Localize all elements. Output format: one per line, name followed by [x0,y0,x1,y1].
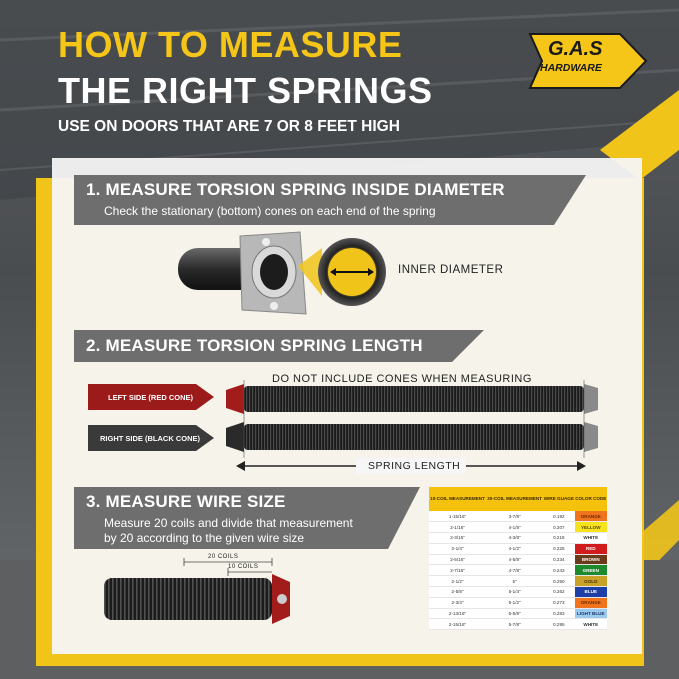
logo-line-1: G.A.S [548,38,603,60]
table-cell: 2-13/16" [429,608,486,619]
table-header-row [429,487,607,511]
twenty-coils-label: 20 COILS [208,554,239,560]
torsion-cone-illustration [170,228,400,320]
header-20-coil: 20-COIL MEASUREMENT [486,487,543,511]
table-cell: 0.243 [543,565,574,576]
color-code-cell: ORANGE [575,511,607,522]
table-cell: 5" [486,576,543,587]
header-color-code: COLOR CODE [575,487,607,511]
step1-title: 1. MEASURE TORSION SPRING INSIDE DIAMETER [86,180,505,199]
table-row [429,565,607,576]
table-row [429,543,607,554]
no-cones-note: DO NOT INCLUDE CONES WHEN MEASURING [272,373,532,385]
table-cell: 3-7/8" [486,511,543,522]
title-line-1: HOW TO MEASURE [58,24,403,65]
table-cell: 2-5/8" [429,587,486,598]
table-cell: 2-1/2" [429,576,486,587]
table-cell: 0.218 [543,533,574,544]
springs-illustration [222,380,602,460]
table-cell: 0.295 [543,619,574,630]
wire-size-spring-illustration [100,552,300,632]
color-code-cell: WHITE [575,619,607,630]
color-code-cell: LIGHT BLUE [575,608,607,619]
step2-title: 2. MEASURE TORSION SPRING LENGTH [86,336,423,355]
color-code-cell: WHITE [575,533,607,544]
table-cell: 0.283 [543,608,574,619]
table-cell: 0.192 [543,511,574,522]
header-wire-gauge: WIRE GUAGE [543,487,574,511]
table-cell: 2-5/16" [429,554,486,565]
table-row [429,587,607,598]
table-cell: 4-1/8" [486,522,543,533]
logo-line-2: HARDWARE [540,62,602,74]
table-cell: 2-15/16" [429,619,486,630]
step3-subtitle-line-1: Measure 20 coils and divide that measurement [104,516,353,530]
ten-coils-label: 10 COILS [228,564,259,570]
color-code-cell: BROWN [575,554,607,565]
table-cell: 4-5/8" [486,554,543,565]
table-cell: 5-1/4" [486,587,543,598]
table-row [429,597,607,608]
table-cell: 4-7/8" [486,565,543,576]
table-row [429,533,607,544]
table-row [429,554,607,565]
table-cell: 2-3/16" [429,533,486,544]
table-cell: 2-3/4" [429,597,486,608]
left-side-label: LEFT SIDE (RED CONE) [108,392,194,402]
table-row [429,619,607,630]
table-cell: 2-1/16" [429,522,486,533]
color-code-cell: ORANGE [575,597,607,608]
table-cell: 5-7/8" [486,619,543,630]
step1-subtitle: Check the stationary (bottom) cones on each end of the spring [104,204,436,218]
step3-subtitle-line-2: by 20 according to the given wire size [104,531,305,545]
color-code-cell: BLUE [575,587,607,598]
table-cell: 1-15/16" [429,511,486,522]
table-cell: 2-7/16" [429,565,486,576]
table-cell: 0.225 [543,543,574,554]
color-code-cell: RED [575,543,607,554]
table-cell: 0.234 [543,554,574,565]
table-cell: 5-5/8" [486,608,543,619]
header-10-coil: 10-COIL MEASUREMENT [429,487,486,511]
table-row [429,608,607,619]
subtitle: USE ON DOORS THAT ARE 7 OR 8 FEET HIGH [58,118,400,135]
table-body [429,511,607,630]
table-cell: 0.207 [543,522,574,533]
title-line-2: THE RIGHT SPRINGS [58,70,433,111]
table-cell: 0.250 [543,576,574,587]
table-row [429,576,607,587]
color-code-cell: GOLD [575,576,607,587]
step3-title: 3. MEASURE WIRE SIZE [86,492,286,511]
wire-size-table [429,487,607,630]
table-cell: 4-1/2" [486,543,543,554]
table-cell: 0.273 [543,597,574,608]
table-cell: 2-1/4" [429,543,486,554]
table-cell: 5-1/2" [486,597,543,608]
inner-diameter-label: INNER DIAMETER [398,264,504,276]
right-side-label: RIGHT SIDE (BLACK CONE) [100,433,200,443]
spring-length-label: SPRING LENGTH [368,460,461,472]
color-code-cell: YELLOW [575,522,607,533]
table-row [429,511,607,522]
table-row [429,522,607,533]
table-cell: 4-3/8" [486,533,543,544]
table-cell: 0.262 [543,587,574,598]
color-code-cell: GREEN [575,565,607,576]
